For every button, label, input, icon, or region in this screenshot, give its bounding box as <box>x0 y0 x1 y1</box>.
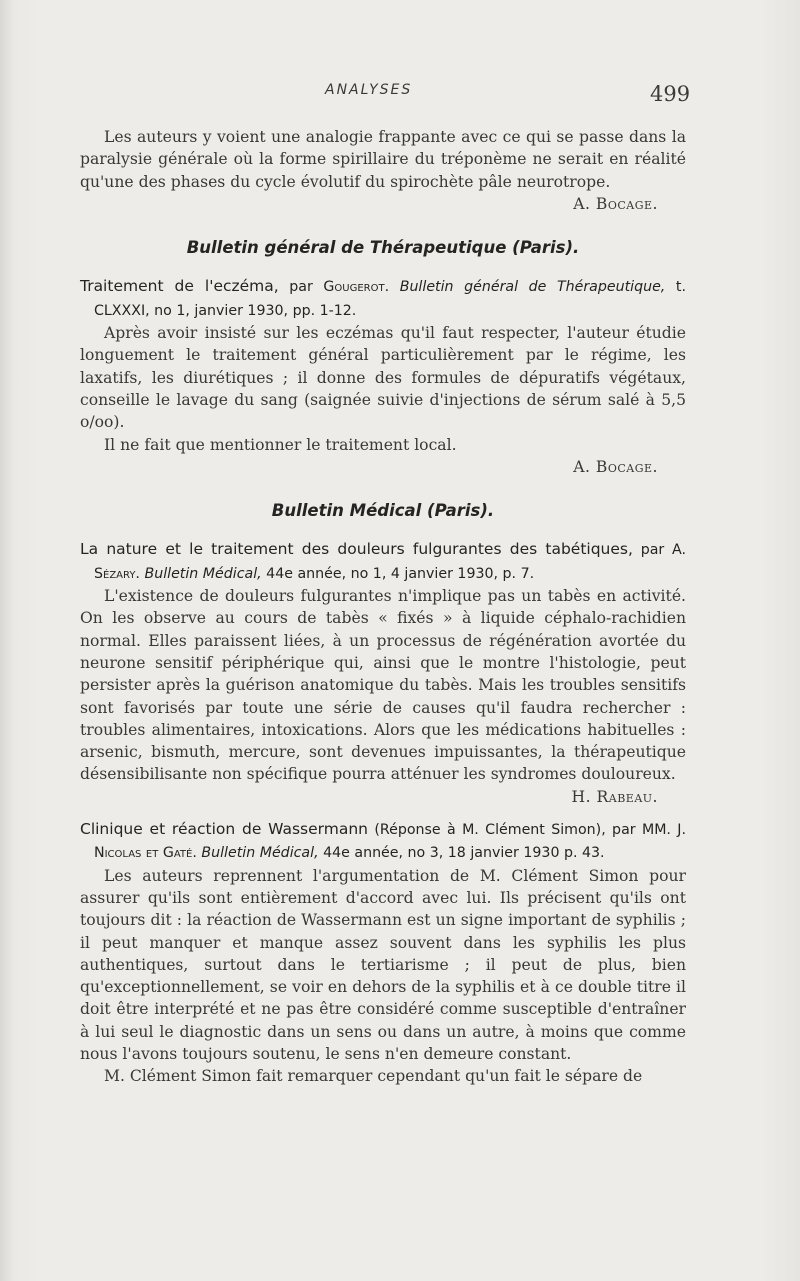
entry-journal: Bulletin Médical, <box>139 565 262 582</box>
entry-heading <box>80 818 686 865</box>
entry-journal: Bulletin général de Thérapeutique, <box>389 279 666 296</box>
entry-heading <box>80 275 686 322</box>
entry-citation: 44e année, no 1, 4 janvier 1930, p. 7. <box>261 565 535 582</box>
entry-citation: t. CLXXXI, no 1, janvier 1930, pp. 1-12. <box>94 279 686 319</box>
page-number: 499 <box>650 82 691 106</box>
entry-signature: A. Bocage. <box>573 457 658 476</box>
entry-paragraph: Il ne fait que mentionner le traitement local. <box>104 435 457 454</box>
entry-author: A. Sézary. <box>94 542 686 582</box>
entry-paragraph: Après avoir insisté sur les eczémas qu'il faut respecter, l'auteur étudie longuement le traitement général particulièrement par le régime, les laxatifs, les diurétiques ; il donne des formules de dépuratifs végétaux, conseille le lavage du sang (saignée suivie d'injections de sérum salé à 5,5 o/oo). <box>80 324 686 432</box>
entry-title: Clinique et réaction de Wassermann <box>80 820 369 839</box>
entry-title: Traitement de l'eczéma, <box>80 277 279 296</box>
running-title: ANALYSES <box>325 82 413 98</box>
journal-heading: Bulletin Médical (Paris). <box>271 501 495 521</box>
entry-paragraph: Les auteurs reprennent l'argumentation de M. Clément Simon pour assurer qu'ils sont entièrement d'accord avec lui. Ils précisent qu'ils ont toujours dit : la réaction de Wassermann est un signe important de syphilis ; il peut manquer et manque assez souvent dans les syphilis les plus authentiques, surtout dans le tertiarisme ; il peut de plus, bien qu'exceptionnellement, se voir en dehors de la syphilis et à ce double titre il doit être interprété et ne pas être considéré comme susceptible d'entraîner à lui seul le diagnostic dans un sens ou dans un autre, à moins que comme nous l'avons toujours soutenu, le sens n'en demeure constant. <box>80 866 686 1063</box>
entry-by: (Réponse à M. Clément Simon), par <box>368 822 642 839</box>
carryover-signature: A. Bocage. <box>573 194 658 213</box>
entry-author: Gougerot. <box>323 279 390 296</box>
page-header <box>0 82 800 112</box>
page-content <box>80 126 686 1098</box>
entry-paragraph: L'existence de douleurs fulgurantes n'implique pas un tabès en activité. On les observe au cours de tabès « fixés » à liquide céphalo-rachidien normal. Elles paraissent liées, à un processus de régénération avortée du neurone sensitif périphérique qui, ainsi que le montre l'histologie, peut persister après la guérison anatomique du tabès. Mais les troubles sensitifs sont favorisés par toute une série de causes qu'il faudra rechercher : troubles alimentaires, intoxications. Alors que les médications habituelles : arsenic, bismuth, mercure, sont devenues impuissantes, la thérapeutique désensibilisante non spécifique pourra atténuer les syndromes douloureux. <box>80 587 686 784</box>
abstract-entry <box>80 818 686 1088</box>
entry-citation: 44e année, no 3, 18 janvier 1930 p. 43. <box>318 845 605 862</box>
entry-paragraph: M. Clément Simon fait remarquer cependant qu'un fait le sépare de <box>104 1067 643 1086</box>
abstract-entry <box>80 538 686 808</box>
entry-title: La nature et le traitement des douleurs fulgurantes des tabétiques, <box>80 540 633 559</box>
journal-heading: Bulletin général de Thérapeutique (Paris). <box>186 238 580 258</box>
entry-heading <box>80 538 686 585</box>
entry-journal: Bulletin Médical, <box>196 845 319 862</box>
entry-by: par <box>632 542 673 559</box>
entry-by: par <box>278 279 324 296</box>
abstract-entry <box>80 275 686 478</box>
entry-author: MM. J. Nicolas et Gaté. <box>94 822 686 862</box>
carryover-paragraph: Les auteurs y voient une analogie frappante avec ce qui se passe dans la paralysie générale où la forme spirillaire du tréponème ne serait en réalité qu'une des phases du cycle évolutif du spirochète pâle neurotrope. <box>80 128 686 191</box>
entry-signature: H. Rabeau. <box>571 787 658 806</box>
